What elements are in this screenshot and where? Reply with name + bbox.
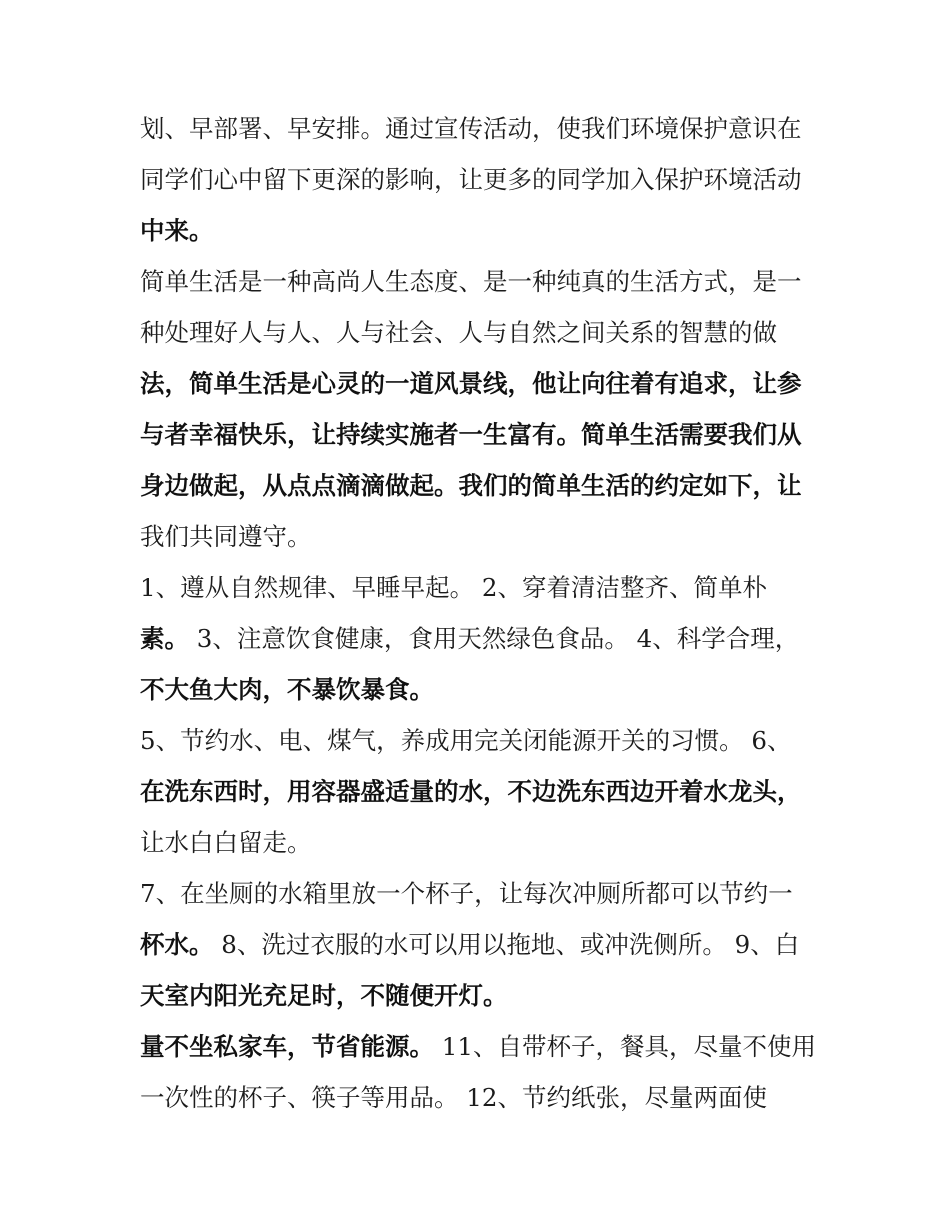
text-segment: 1、遵从自然规律、早睡早起。 2、穿着清洁整齐、简单朴 (140, 573, 767, 602)
text-segment: 3、注意饮食健康，食用天然绿色食品。 4、科学合理， (189, 624, 800, 653)
text-line (140, 874, 793, 914)
text-segment: 简单生活是一种高尚人生态度、是一种纯真的生活方式，是一 (140, 267, 802, 296)
text-segment: 让水白白留走。 (140, 828, 312, 857)
text-segment: 不大鱼大肉，不暴饮暴食。 (140, 675, 434, 704)
text-segment: 一次性的杯子、筷子等用品。 12、节约纸张，尽量两面使 (140, 1083, 767, 1112)
text-segment: 中来。 (140, 216, 214, 245)
text-segment: 划、早部署、早安排。通过宣传活动，使我们环境保护意识在 (140, 114, 802, 143)
text-segment: 杯水。 (140, 930, 214, 959)
text-segment: 素。 (140, 624, 189, 653)
text-segment: 5、节约水、电、煤气，养成用完关闭能源开关的习惯。 6、 (140, 726, 792, 755)
text-segment: 与者幸福快乐，让持续实施者一生富有。简单生活需要我们从 (140, 420, 802, 449)
text-line (140, 109, 802, 149)
text-line (140, 211, 214, 251)
text-segment: 量不坐私家车，节省能源。 (140, 1032, 434, 1061)
text-segment: 我们共同遵守。 (140, 522, 312, 551)
text-line (140, 517, 312, 557)
text-segment: 种处理好人与人、人与社会、人与自然之间关系的智慧的做 (140, 318, 777, 347)
text-line (140, 1027, 816, 1067)
text-line (140, 160, 802, 200)
text-line (140, 262, 802, 302)
text-line (140, 619, 799, 659)
text-line (140, 823, 312, 863)
text-segment: 在洗东西时，用容器盛适量的水，不边洗东西边开着水龙头， (140, 777, 802, 806)
text-line (140, 415, 802, 455)
text-segment: 7、在坐厕的水箱里放一个杯子，让每次冲厕所都可以节约一 (140, 879, 793, 908)
text-line (140, 364, 802, 404)
text-segment: 天室内阳光充足时，不随便开灯。 (140, 981, 508, 1010)
text-segment: 同学们心中留下更深的影响，让更多的同学加入保护环境活动 (140, 165, 802, 194)
text-line (140, 976, 508, 1016)
text-line (140, 721, 791, 761)
text-segment: 身边做起，从点点滴滴做起。我们的简单生活的约定如下，让 (140, 471, 802, 500)
text-line (140, 772, 802, 812)
text-line (140, 466, 802, 506)
text-line (140, 670, 434, 710)
text-line (140, 568, 767, 608)
text-segment: 11、自带杯子，餐具，尽量不使用 (434, 1032, 816, 1061)
text-line (140, 313, 777, 353)
text-line (140, 925, 799, 965)
text-segment: 法，简单生活是心灵的一道风景线，他让向往着有追求，让参 (140, 369, 802, 398)
text-segment: 8、洗过衣服的水可以用以拖地、或冲洗侧所。 9、白 (213, 930, 800, 959)
text-line (140, 1078, 767, 1118)
